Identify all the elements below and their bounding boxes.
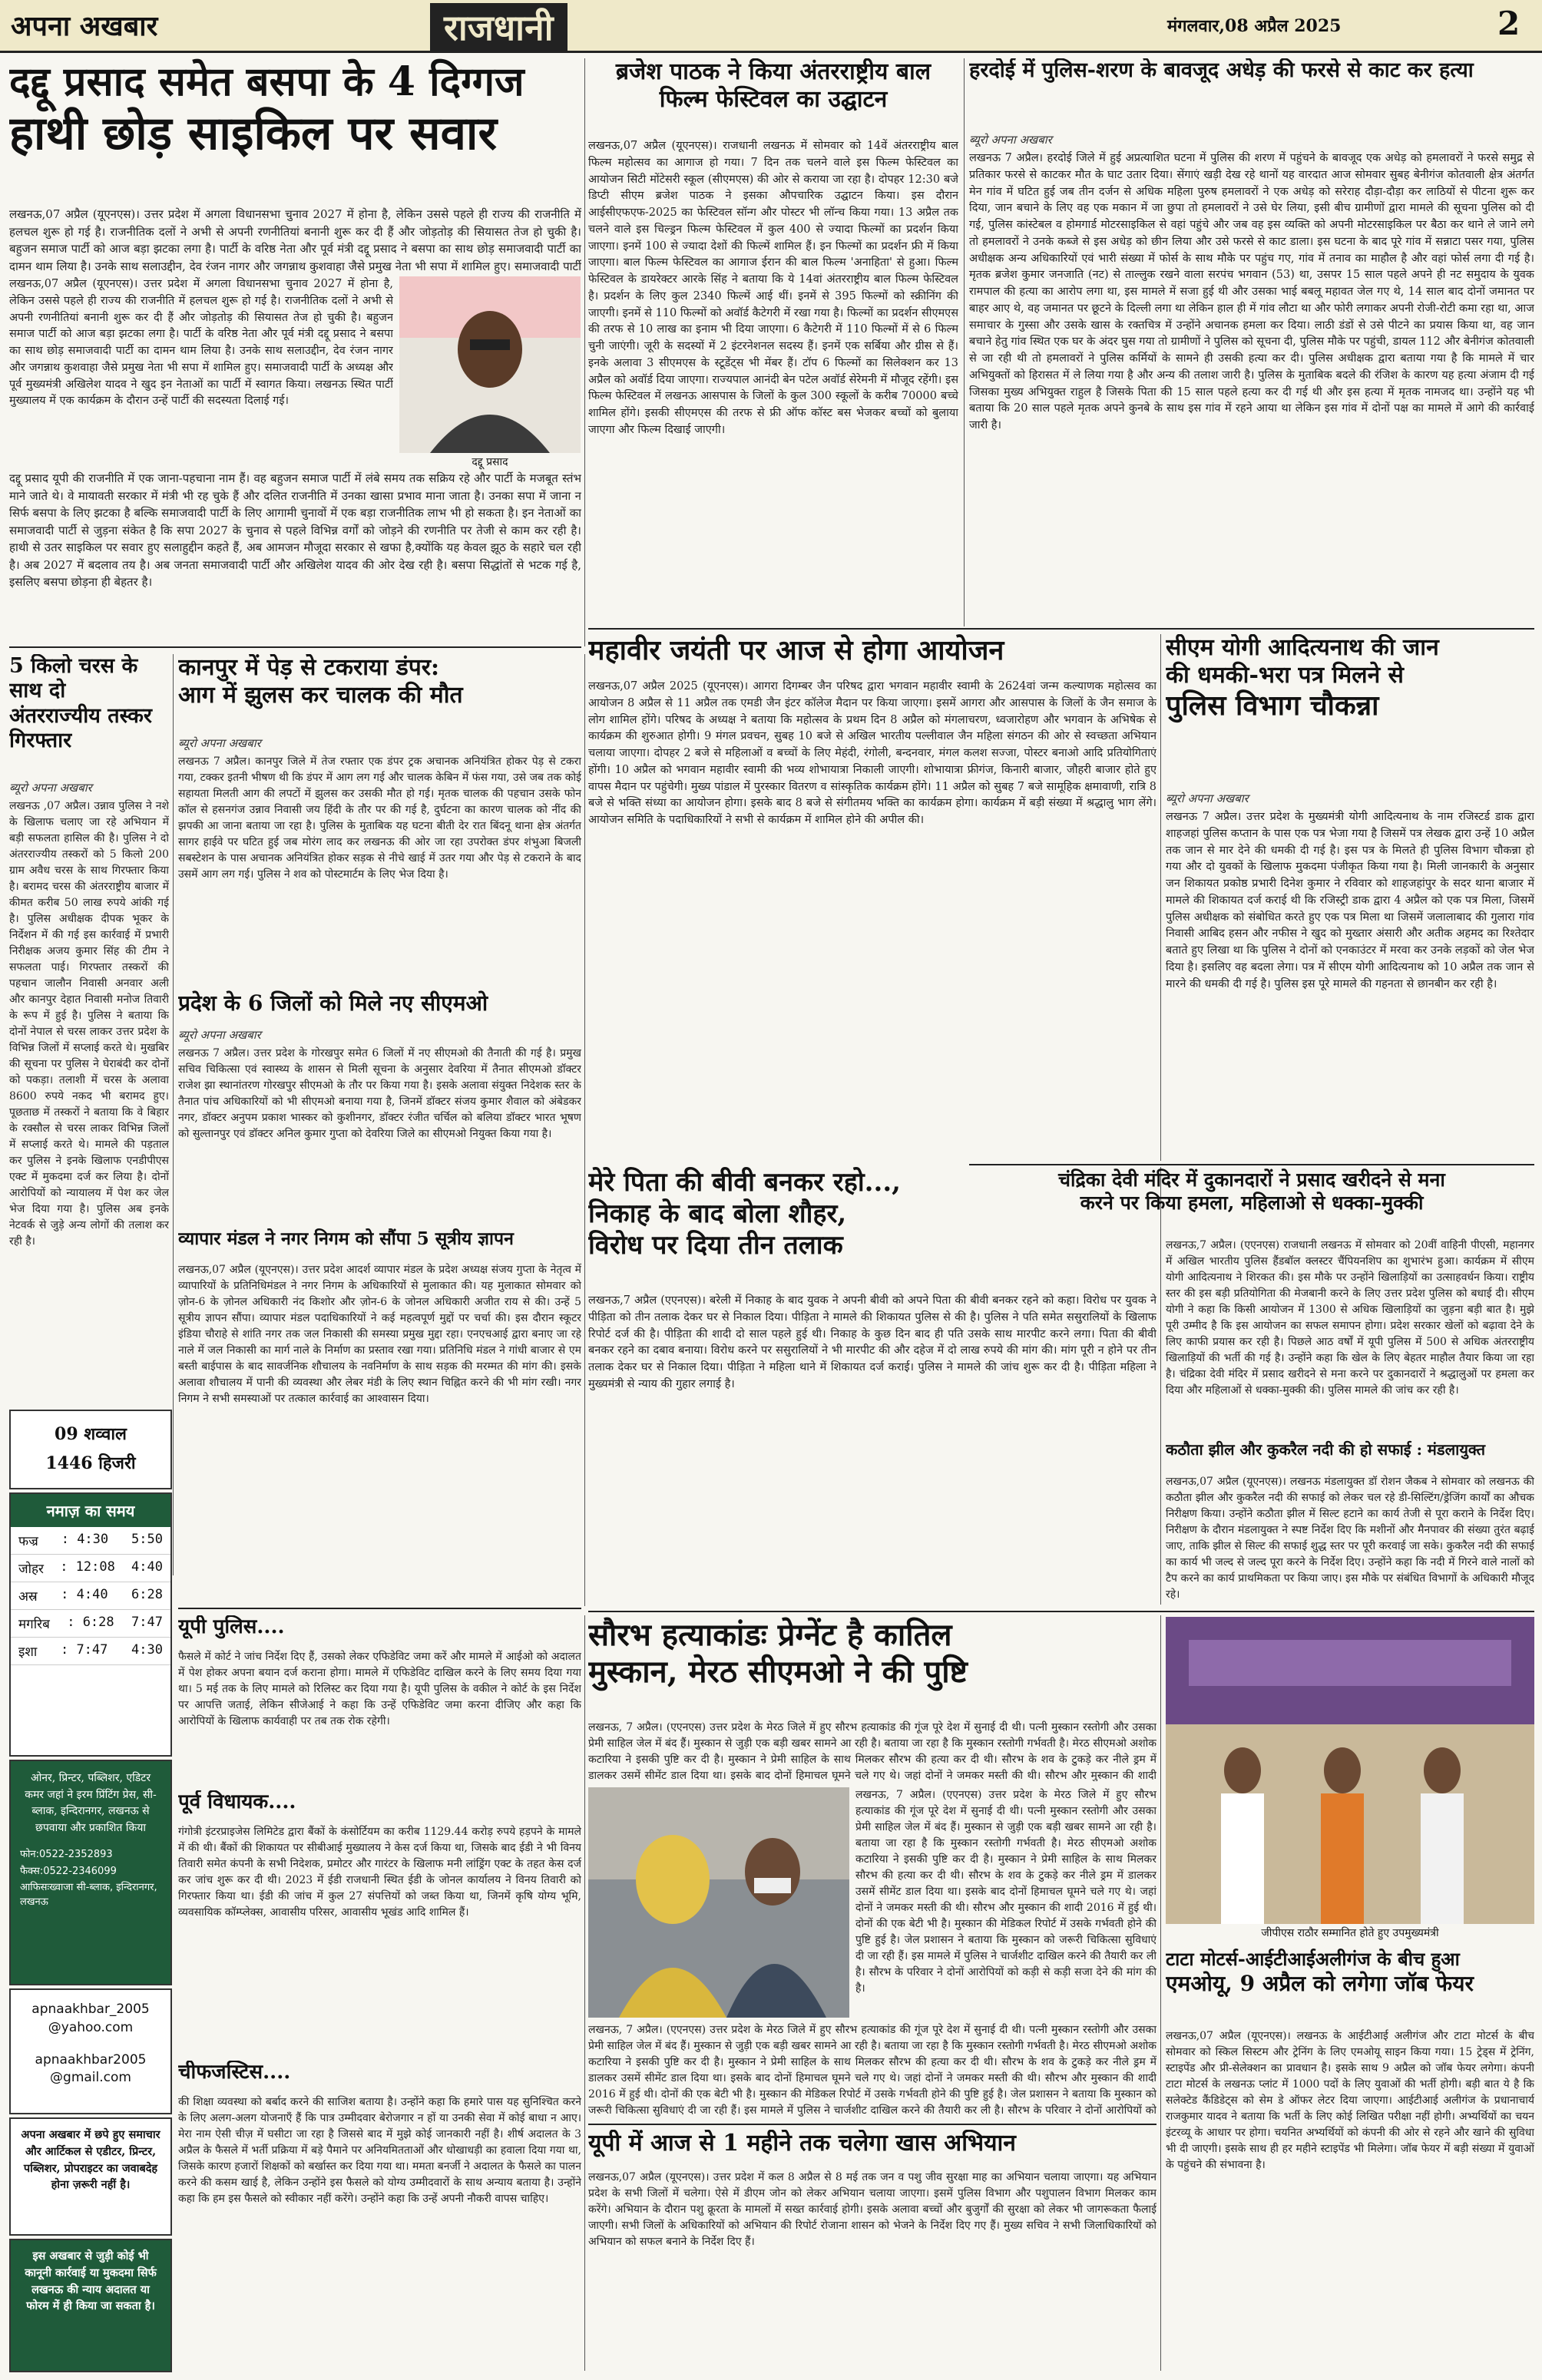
article-cmo-headline (178, 990, 581, 1024)
jurisdiction-text: इस अखबार से जुड़ी कोई भी कानूनी कार्रवाई या मुकदमा सिर्फ लखनऊ की न्याय अदालत या फोरम में ही किया जा सकता है। (25, 2249, 157, 2313)
article-campaign-body (588, 2170, 1156, 2371)
article-tata-body (1166, 2028, 1534, 2371)
article-body: लखनऊ,07 अप्रैल (यूएनएस)। लखनऊ के आईटीआई अलीगंज और टाटा मोटर्स के बीच सोमवार को स्किल सिस्टम और ट्रेनिंग के लिए एमओयू साइन किया गया। 15 ट्रेड्स में ट्रेनिंग, स्टाइपेंड और प्री-सेलेक्शन का प्रावधान है। इसके साथ 9 अप्रैल को जॉब फेयर लगेगा। कंपनी टाटा मोटर्स के लखनऊ प्लांट में 1000 पदों के लिए युवाओं की भर्ती होगी। बड़ी बात ये है कि सलेक्टेड कैंडिडेट्स को सेम डे ऑफर लेटर दिया जाएगा। आईटीआई अलीगंज के प्रधानाचार्य राजकुमार यादव ने बताया कि भर्ती के लिए कोई लिखित परीक्षा नहीं होगी। अभ्यर्थियों का चयन इंटरव्यू के आधार पर होगा। चयनित अभ्यर्थियों को कंपनी की ओर से रहने और खाने की सुविधा भी दी जाएगी। इसके साथ ही हर महीने स्टाइपेंड भी मिलेगा। जॉब फेयर में बड़ी संख्या में युवाओं के पहुंचने की संभावना है। (1166, 2030, 1534, 2171)
hijri-date: 09 शव्वाल (55, 1424, 127, 1444)
prayer-start: : 4:30 (61, 1532, 109, 1547)
news-photo-illustration (588, 1787, 849, 2018)
article-former-mla-body (178, 1824, 581, 2054)
divider (584, 58, 585, 646)
headline: एमओयू, 9 अप्रैल को लगेगा जॉब फेयर (1166, 1970, 1474, 1996)
mou-event-photo (1166, 1617, 1534, 1924)
headline: महावीर जयंती पर आज से होगा आयोजन (588, 634, 1004, 666)
headline: चीफजस्टिस.... (178, 2061, 291, 2084)
prayer-name: इशा (18, 1645, 38, 1660)
hijri-year: 1446 हिजरी (45, 1453, 136, 1473)
article-saurabh-body-2 (588, 2022, 1156, 2119)
email-box (9, 1988, 172, 2114)
article-body: लखनऊ,07 अप्रैल (यूएनएस)। उत्तर प्रदेश में कल 8 अप्रैल से 8 मई तक जन व पशु जीव सुरक्षा माह का अभियान चलाया जाएगा। यह अभियान प्रदेश के सभी जिलों में चलेगा। ऐसे में डीएम जोन को लेकर अभियान चलाया जाएगा। इसमें पुलिस विभाग और पशुपालन विभाग मिलकर काम करेंगे। अभियान के दौरान पशु क्रूरता के मामलों में सख्त कार्रवाई होगी। इसके अलावा बच्चों और बुजुर्गों की सुरक्षा को लेकर भी जागरूकता फैलाई जाएगी। सभी जिलों के अधिकारियों को अभियान की रिपोर्ट रोजाना शासन को भेजने के निर्देश दिए गए हैं। मुख्य सचिव ने सभी जिलाधिकारियों को अभियान को सफल बनाने के निर्देश दिए हैं। (588, 2171, 1156, 2248)
date-line: मंगलवार,08 अप्रैल 2025 (1167, 16, 1342, 36)
divider (173, 654, 174, 1575)
article-kathauta-headline (1166, 1440, 1534, 1471)
divider (588, 628, 1534, 630)
prayer-name: जोहर (18, 1562, 44, 1577)
article-body: लखनऊ 7 अप्रैल। कानपुर जिले में तेज रफ्तार एक डंपर ट्रक अचानक अनियंत्रित होकर पेड़ से टकरा गया, टक्कर इतनी भीषण थी कि डंपर में आग लग गई और चालक केबिन में फंस गया, उसे जब तक कोई सहायता मिलती आग की लपटों में झुलस कर उसकी मौत हो गई। मृतक चालक की पहचान उसके फोन कॉल से हसनगंज उन्नाव निवासी जय हिंदी के तौर पर की गई है, दुर्घटना का कारण चालक को नींद की झपकी आ जाना बताया जा रहा है। पुलिस के मुताबिक यह घटना बीती देर रात बिंदनू थाना क्षेत्र अंतर्गत सागर हाईवे पर घटित हुई जब मोरंग लाद कर लखनऊ की ओर जा रहा उपरोक्त डंपर शंभुआ बिजली सबस्टेशन के पास अचानक अनियंत्रित होकर सड़क से नीचे खाई में उतर गया और पेड़ से टकराने के बाद उसमें आग लग गई। पुलिस ने शव को पोस्टमार्टम के लिए भेज दिया है। (178, 755, 581, 881)
article-body: लखनऊ,07 अप्रैल (यूएनएस)। उत्तर प्रदेश आदर्श व्यापार मंडल के प्रदेश अध्यक्ष संजय गुप्ता के नेतृत्व में व्यापारियों के प्रतिनिधिमंडल ने नगर निगम के अधिकारियों से मुलाकात की। यह मुलाकात सोमवार को ज़ोन-6 के ज़ोनल अधिकारी नंद किशोर और ज़ोन-6 के जोनल अधिकारी अजीत राय से की। उन्हें 5 सूत्रीय ज्ञापन सौंपा। व्यापार मंडल पदाधिकारियों ने कई महत्वपूर्ण मुद्दों पर चर्चा की। इस दौरान स्कूटर इंडिया चौराहे से शांति नगर तक जल निकासी की समस्या प्रमुख मुद्दा रहा। एनएचआई द्वारा बनाए जा रहे नाले में जल निकासी का मार्ग नाले के निर्माण का प्रस्ताव रखा गया। प्रतिनिधि मंडल ने गांधी बाजार से एम बस्ती बाईपास के बाद सावर्जनिक शौचालय के नवनिर्माण के साथ सड़क की मरम्मत की मांग की। इसके अलावा शौचालय में पानी की व्यवस्था और लेबर मंडी के लिए स्थान चिह्नित करने की भी मांग रखी। नगर निगम ने सभी समस्याओं पर तत्काल कार्रवाई का आश्वासन दिया। (178, 1264, 581, 1405)
article-saurabh-lead (588, 1720, 1156, 1781)
article-body: लखनऊ,07 अप्रैल (यूएनएस)। लखनऊ मंडलायुक्त डॉ रोशन जैकब ने सोमवार को लखनऊ की कठौता झील और कुकरैल नदी की सफाई को लेकर चल रहे डी-सिल्टिंग/ड्रेजिंग कार्यों का औचक निरीक्षण किया। उन्होंने कठौता झील में सिल्ट हटाने का कार्य तेजी से पूरा कराने के निर्देश दिए। निरीक्षण के दौरान मंडलायुक्त ने स्पष्ट निर्देश दिए कि मशीनों और मैनपावर की संख्या तुरंत बढ़ाई जाए, ताकि झील से सिल्ट की सफाई शुद्ध स्तर पर पूरी करवाई जा सके। कुकरैल नदी की सफाई का कार्य भी जल्द से जल्द पूरा करने के निर्देश दिए। उन्होंने कहा कि नदी में गिरने वाले नालों को टैप करने का कार्य प्राथमिकता पर किया जाए। इस मौके पर संबंधित विभागों के अधिकारी मौजूद रहे। (1166, 1476, 1534, 1601)
article-bsp-headline (9, 58, 581, 204)
divider (588, 2124, 1156, 2125)
article-chandrika-headline (969, 1169, 1534, 1236)
prayer-list (11, 1527, 170, 1665)
page-number: 2 (1497, 5, 1520, 42)
article-body: लखनऊ, 7 अप्रैल। (एएनएस) उत्तर प्रदेश के मेरठ जिले में हुए सौरभ हत्याकांड की गूंज पूरे देश में सुनाई दी थी। पत्नी मुस्कान रस्तोगी और उसका प्रेमी साहिल जेल में बंद हैं। मुस्कान से जुड़ी एक बड़ी खबर सामने आ रही है। बताया जा रहा है कि मुस्कान रस्तोगी गर्भवती है। मेरठ सीएमओ अशोक कटारिया ने इसकी पुष्टि कर दी है। मुस्कान ने प्रेमी साहिल के साथ मिलकर सौरभ की हत्या कर दी थी। सौरभ के शव के टुकड़े कर नीले ड्रम में डालकर उसमें सीमेंट डाल दिया था। इसके बाद दोनों हिमाचल घूमने चले गए थे। जहां दोनों ने जमकर मस्ती की थी। सौरभ और मुस्कान की शादी 2016 में हुई थी। दोनों की एक बेटी भी है। मुस्कान की मेडिकल रिपोर्ट में उसके गर्भवती होने की पुष्टि हुई है। जेल प्रशासन ने बताया कि मुस्कान को जरूरी चिकित्सा सुविधाएं दी जा रही हैं। इस मामले में पुलिस ने चार्जशीट दाखिल करने की तैयारी कर ली है। सौरभ के परिवार ने दोनों आरोपियों को (588, 2024, 1156, 2117)
article-body: लखनऊ,7 अप्रैल (एएनएस)। बरेली में निकाह के बाद युवक ने अपनी बीवी को अपने पिता की बीवी बनकर रहने को कहा। विरोध पर युवक ने पीड़िता को तीन तलाक देकर घर से निकाल दिया। पीड़िता ने मामले की शिकायत पुलिस से की है। पुलिस ने पति समेत ससुरालियों के खिलाफ रिपोर्ट दर्ज की है। पीड़िता की शादी दो साल पहले हुई थी। निकाह के कुछ दिन बाद ही पति उसके साथ मारपीट करने लगा। पिता की बीवी बनकर रहने का दबाव बनाया। विरोध करने पर ससुरालियों ने भी मारपीट की और दहेज में दो लाख रुपये की मांग की। मांग पूरी न होने पर तीन तलाक देकर घर से निकाल दिया। पीड़िता ने महिला थाने में शिकायत दर्ज कराई। पुलिस ने मामले की जांच शुरू कर दी है। पीड़िता महिला ने मुख्यमंत्री से न्याय की गुहार लगाई है। (588, 1294, 1156, 1390)
article-body: दद्दू प्रसाद यूपी की राजनीति में एक जाना-पहचाना नाम हैं। वह बहुजन समाज पार्टी में लंबे समय तक सक्रिय रहे और पार्टी के मजबूत स्तंभ माने जाते थे। वे मायावती सरकार में मंत्री भी रह चुके हैं और दलित राजनीति में उनका खासा प्रभाव माना जाता है। उनका सपा में जाना न सिर्फ बसपा के लिए झटका है बल्कि समाजवादी पार्टी के लिए आगामी चुनावों में एक बड़ा राजनीतिक लाभ भी हो सकता है। इन नेताओं का समाजवादी पार्टी से जुड़ना संकेत है कि सपा 2027 के चुनाव से पहले विभिन्न वर्गों को जोड़ने की रणनीति पर तेजी से काम कर रही है। हाथी से उतर साइकिल पर सवार हुए सलाहुद्दीन कहते हैं, अब आमजन मौजूदा सरकार से खफा है,क्योंकि यह केवल झूठ के सहारे चल रही है। अब 2027 में बदलाव तय है। अब जनता समाजवादी पार्टी और अखिलेश यादव की ओर देख रही है। बसपा सिद्धांतों से भटक गई है, इसलिए बसपा छोड़ना ही बेहतर है। (9, 471, 581, 589)
divider (9, 646, 581, 648)
headline: कठौता झील और कुकरैल नदी की हो सफाई : मंडलायुक्त (1166, 1440, 1486, 1459)
imprint-box (9, 1760, 172, 1985)
event-photo-illustration (1166, 1617, 1534, 1924)
byline: ब्यूरो अपना अखबार (969, 133, 1052, 147)
article-yogi-threat-headline (1166, 634, 1534, 788)
prayer-start: : 12:08 (60, 1559, 115, 1575)
article-body: गंगोत्री इंटरप्राइजेस लिमिटेड द्वारा बैंकों के कंसोर्टियम का करीब 1129.44 करोड़ रुपये हड़पने के मामले में की थी। बैंकों की शिकायत पर सीबीआई मुख्यालय ने केस दर्ज किया था, जिसके बाद ईडी ने भी विनय तिवारी समेत कंपनी के सभी निदेशक, प्रमोटर और गारंटर के खिलाफ मनी लांड्रिंग एक्ट के तहत केस दर्ज कर जांच शुरू कर दी थी। 2023 में ईडी राजधानी स्थित ईडी के जोनल कार्यालय ने विनय तिवारी को गिरफ्तार किया था। ईडी की जांच में कुल 27 संपत्तियों को जब्त किया था, जिनमें कृषि योग्य भूमि, व्यवसायिक कॉम्प्लेक्स, आवासीय परिसर, आवासीय भूखंड आदि शामिल हैं। (178, 1826, 581, 1919)
article-bsp-intro-lead (9, 206, 581, 275)
divider (1160, 634, 1161, 1161)
divider (584, 654, 585, 1606)
headline: सीएम योगी आदित्यनाथ की जान (1166, 634, 1439, 661)
divider (588, 1611, 1534, 1612)
prayer-name: मगरिब (18, 1617, 50, 1632)
namaz-timing-box (9, 1492, 172, 1757)
fax: फैक्स:0522-2346099 (20, 1865, 117, 1877)
headline: सौरभ हत्याकांडः प्रेग्नेंट है कातिल (588, 1617, 952, 1653)
article-kathauta-body (1166, 1474, 1534, 1609)
prayer-end: 5:50 (131, 1532, 163, 1547)
phone: फोन:0522-2352893 (20, 1848, 113, 1860)
article-talaq-body (588, 1293, 1156, 1598)
notice-box-2 (9, 2239, 172, 2372)
byline: ब्यूरो अपना अखबार (9, 781, 92, 795)
headline: टाटा मोटर्स-आईटीआईअलीगंज के बीच हुआ (1166, 1949, 1460, 1970)
article-vyapar-headline (178, 1228, 581, 1259)
headline: करने पर किया हमला, महिलाओ से धक्का-मुक्की (1080, 1192, 1424, 1214)
headline: हाथी छोड़ साइकिल पर सवार (9, 107, 498, 161)
photo-caption: दद्दू प्रसाद (472, 456, 508, 468)
article-body: लखनऊ,07 अप्रैल 2025 (यूएनएस)। आगरा दिगम्बर जैन परिषद द्वारा भगवान महावीर स्वामी के 2624वां जन्म कल्याणक महोत्सव का आयोजन 8 अप्रैल से 11 अप्रैल तक एमडी जैन इंटर कॉलेज मैदान पर किया जाएगा। इसमें आगरा और आसपास के जिलों के जैन समाज के लोग शामिल होंगे। परिषद के अध्यक्ष ने बताया कि महोत्सव के प्रथम दिन 8 अप्रैल को मंगलाचरण, ध्वजारोहण और भगवान के अभिषेक से कार्यक्रम की शुरुआत होगी। 9 मंगल प्रवचन, सुबह 10 बजे से अखिल भारतीय पल्लीवाल जैन महिला संगठन की ओर से स्वच्छता अभियान चलाया जाएगा। दोपहर 2 बजे से महिलाओं व बच्चों के लिए मेहंदी, रंगोली, बन्दनवार, मंगल कलश सज्जा, पोस्टर बनाओ आदि प्रतियोगिताएं होंगी। 10 अप्रैल को भगवान महावीर स्वामी की भव्य शोभायात्रा निकाली जाएगी। शोभायात्रा फ्रीगंज, किनारी बाजार, जौहरी बाजार होते हुए वापस मैदान पर पहुंचेगी। मुख्य पांडाल में पुरस्कार वितरण व सांस्कृतिक कार्यक्रम होंगे। 11 अप्रैल को सुबह 7 बजे सामूहिक क्षमावाणी, रात्रि 8 बजे से भक्ति संध्या का आयोजन होगा। इसके बाद 8 बजे से संगीतमय भक्ति का कार्यक्रम होगा। कार्यक्रम में बड़ी संख्या में श्रद्धालु भाग लेंगे। आयोजन समिति के पदाधिकारियों ने सभी से कार्यक्रम में शामिल होने की अपील की। (588, 680, 1156, 826)
article-body: लखनऊ 7 अप्रैल। उत्तर प्रदेश के गोरखपुर समेत 6 जिलों में नए सीएमओ की तैनाती की गई है। प्रमुख सचिव चिकित्सा एवं स्वास्थ्य के शासन से मिली सूचना के अनुसार देवरिया में तैनात सीएमओ डॉक्टर राजेश झा स्थानांतरण गोरखपुर सीएमओ के तौर पर किया गया है। इसके अलावा संयुक्त निदेशक स्तर के तैनात पांच अधिकारियों को भी सीएमओ बनाया गया है, जिनमें डॉक्टर संजय कुमार शैवाल को अंबेडकर नगर, डॉक्टर अनुपम प्रकाश भास्कर को कुशीनगर, डॉक्टर रंजीत चर्चिल को बलिया डॉक्टर भारत भूषण को सुल्तानपुर एवं डॉक्टर अनिल कुमार गुप्ता को देवरिया जिले का सीएमओ नियुक्त किया गया है। (178, 1047, 581, 1140)
headline: ब्रजेश पाठक ने किया अंतरराष्ट्रीय बाल फिल्म फेस्टिवल का उद्घाटन (615, 58, 931, 113)
article-kanpur-body (178, 754, 581, 984)
article-hardoi-headline (969, 58, 1534, 127)
prayer-end: 4:40 (131, 1559, 163, 1575)
notice-box-1 (9, 2117, 172, 2236)
article-body: लखनऊ, 7 अप्रैल। (एएनएस) उत्तर प्रदेश के मेरठ जिले में हुए सौरभ हत्याकांड की गूंज पूरे देश में सुनाई दी थी। पत्नी मुस्कान रस्तोगी और उसका प्रेमी साहिल जेल में बंद हैं। मुस्कान से जुड़ी एक बड़ी खबर सामने आ रही है। बताया जा रहा है कि मुस्कान रस्तोगी गर्भवती है। मेरठ सीएमओ अशोक कटारिया ने इसकी पुष्टि कर दी है। मुस्कान ने प्रेमी साहिल के साथ मिलकर सौरभ की हत्या कर दी थी। सौरभ के शव के टुकड़े कर नीले ड्रम में डालकर उसमें सीमेंट डाल दिया था। इसके बाद दोनों हिमाचल घूमने चले गए थे। जहां दोनों ने जमकर मस्ती की थी। सौरभ और मुस्कान की शादी 2016 में हुई थी। दोनों की एक बेटी भी है। मुस्कान की मेडिकल रिपोर्ट में उसके गर्भवती होने की पुष्टि हुई है। जेल प्रशासन ने बताया कि मुस्कान को जरूरी चिकित्सा सुविधाएं दी जा रही हैं। इस मामले में पुलिस ने चार्जशीट दाखिल करने की तैयारी कर ली है। सौरभ के परिवार ने दोनों आरोपियों को कड़ी से कड़ी सजा देने की मांग की है। (855, 1789, 1156, 1995)
byline: ब्यूरो अपना अखबार (178, 1028, 261, 1042)
article-kanpur-headline (178, 654, 581, 731)
article-body: लखनऊ,07 अप्रैल (यूएनएस)। उत्तर प्रदेश में अगला विधानसभा चुनाव 2027 में होना है, लेकिन उससे पहले ही राज्य की राजनीति में हलचल शुरू हो गई है। राजनीतिक दलों ने अभी से अपनी रणनीतियां बनानी शुरू कर दी हैं और जोड़तोड़ की सियासत तेज हो चुकी है। बहुजन समाज पार्टी को आज बड़ा झटका लगा है। पार्टी के वरिष्ठ नेता और पूर्व मंत्री दद्दू प्रसाद ने बसपा का साथ छोड़ समाजवादी पार्टी का दामन थाम लिया है। उनके साथ सलाउद्दीन, देव रंजन नागर और जगन्नाथ कुशवाहा जैसे प्रमुख नेता भी सपा में शामिल हुए। समाजवादी पार्टी (9, 207, 581, 273)
article-bsp-body-left (9, 276, 393, 464)
article-charas-headline (9, 654, 169, 777)
prayer-start: : 4:40 (61, 1587, 108, 1602)
headline: मुस्कान, मेरठ सीएमओ ने की पुष्टि (588, 1654, 968, 1690)
headline: मेरे पिता की बीवी बनकर रहो..., (588, 1167, 901, 1198)
article-charas-body (9, 798, 169, 1405)
article-up-police-body (178, 1649, 581, 1786)
prayer-end: 7:47 (131, 1615, 163, 1630)
divider (1160, 1615, 1161, 2371)
prayer-row (11, 1555, 170, 1582)
article-body: लखनऊ,7 अप्रैल। (एएनएस) राजधानी लखनऊ में सोमवार को 20वीं वाहिनी पीएसी, महानगर में अखिल भारतीय पुलिस हैंडबॉल क्लस्टर चैंपियनशिप का शुभारंभ हुआ। कार्यक्रम में सीएम योगी आदित्यनाथ ने शिरकत की। इस मौके पर उन्होंने खिलाड़ियों का उत्साहवर्धन किया। राष्ट्रीय स्तर की इस बड़ी प्रतियोगिता की मेजबानी करने के लिए उत्तर प्रदेश पुलिस को बधाई दी। सीएम योगी ने कहा कि किसी आयोजन में 1300 से अधिक खिलाड़ियों का जुड़ना बड़ी बात है। मुझे पूरी उम्मीद है कि इस आयोजन का सफल समापन होगा। प्रदेश सरकार खेलों को बढ़ावा देने के लिए काफी प्रयास कर रही है। पिछले आठ वर्षों में यूपी पुलिस में 500 से अधिक अंतरराष्ट्रीय खिलाड़ियों की भर्ती की गई है। उन्होंने कहा कि खेल के लिए बेहतर माहौल तैयार किया जा रहा है। चंद्रिका देवी मंदिर में प्रसाद खरीदने से मना करने पर दुकानदारों ने श्रद्धालुओं पर हमला कर दिया और महिलाओं से धक्का-मुक्की की। पुलिस मामले की जांच कर रही है। (1166, 1239, 1534, 1397)
email-gmail[interactable]: apnaakhbar2005 @gmail.com (35, 2051, 147, 2086)
article-yogi-threat-body (1166, 809, 1534, 1159)
article-bsp-body (9, 470, 581, 643)
byline: ब्यूरो अपना अखबार (1166, 792, 1249, 805)
section-title: राजधानी (430, 3, 567, 51)
portrait-illustration (399, 276, 581, 453)
article-saurabh-body (855, 1787, 1156, 2018)
headline: अंतरराज्यीय तस्कर गिरफ्तार (9, 703, 152, 753)
article-body: लखनऊ, 7 अप्रैल। (एएनएस) उत्तर प्रदेश के मेरठ जिले में हुए सौरभ हत्याकांड की गूंज पूरे देश में सुनाई दी थी। पत्नी मुस्कान रस्तोगी और उसका प्रेमी साहिल जेल में बंद हैं। मुस्कान से जुड़ी एक बड़ी खबर सामने आ रही है। बताया जा रहा है कि मुस्कान रस्तोगी गर्भवती है। मेरठ सीएमओ अशोक कटारिया ने इसकी पुष्टि कर दी है। मुस्कान ने प्रेमी साहिल के साथ मिलकर सौरभ की हत्या कर दी थी। सौरभ के शव के टुकड़े कर नीले ड्रम में डालकर उसमें सीमेंट डाल दिया था। इसके बाद दोनों हिमाचल घूमने चले गए थे। जहां दोनों ने जमकर मस्ती की थी। सौरभ और मुस्कान की शादी (588, 1721, 1156, 1781)
article-body: लखनऊ 7 अप्रैल। हरदोई जिले में हुई अप्रत्याशित घटना में पुलिस की शरण में पहुंचने के बावजूद एक अधेड़ को हमलावरों ने फरसे समुद्र से प्रतिकार फरसे से काटकर मौत के घाट उतार दिया। सेंगाएं खड़ी देख रहे थानों यह वारदात आज सोमवार सुबह बेनीगंज कोतवाली क्षेत्र अंतर्गत मेन गांव में घटित हुई जब तीन दर्जन से अधिक महिला पुरुष हमलावरों ने एक अधेड़ को सरेराह दौड़ा-दौड़ा कर लाठियों से पीटना शुरू कर दिया, जान बचाने के लिए वह एक मकान में जा छुपा तो हमलावरों ने उसे घेर लिया, इसी बीच ग्रामीणों द्वारा मामले की सूचना पुलिस को दी गई, पुलिस कांस्टेबल व होमगार्ड मोटरसाइकिल से वहां पहुंचे और जब वह इस व्यक्ति को अपनी मोटरसाइकिल पर बैठा कर थाने ले जाने लगे तो हमलावरों ने उनके कब्जे से इस अधेड़ को छीन लिया और उसे फरसे से काट डाला। इस घटना के बाद पूरे गांव में सन्नाटा पसर गया, पुलिस अधीक्षक अन्य अधिकारियों एवं भारी संख्या में फोर्स के साथ मौके पर पहुंच गए, गांव में तनाव का माहौल है और वहां फोर्स लगा दी गई है। मृतक ब्रजेश कुमार जनजाति (नट) से ताल्लुक रखने वाला सरपंच भगवान (53) था, उसपर 15 साल पहले अपने ही नट समुदाय के युवक रामपाल की हत्या का आरोप लगा था, इस मामले में सजा हुई थी और उसका भाई बबलू महावत जेल गए थे, 14 साल बाद दोनों जमानत पर बाहर आए थे, वह जमानत पर छूटने के दिल्ली लगा था लेकिन हाल ही में गांव लौटा था और फोरी लगाकर अपनी रोजी-रोटी कमा रहा था, आज समाचार के गुस्सा और उसके खास के रक्तचित्र में उन्होंने अचानक हमला कर दिया। लाठी डंडों से उसे पीटने का प्रयास किया था, वह जान बचाने हेतु गांव स्थित एक घर के अंदर घुस गया तो ग्रामीणों ने पुलिस को सूचना दी, पुलिस मौके पर पहुंची, डायल 112 और बेनीगंज कोतवाली से जा रही थी तो हमलावरों ने पुलिस कर्मियों के सामने ही उसकी हत्या कर दी। पुलिस अधीक्षक द्वारा बताया गया है कि मामले में चार अभियुक्तों को हिरासत में ले लिया गया है और अन्य की तलाश जारी है। पुलिस के मुताबिक बदले की रंजिश के कारण यह हत्या अंजाम दी गई जिसका मुख्य अभियुक्त राहुल है जिसके पिता की 15 साल पहले हत्या कर दी गई थी और इस हत्या में मृतक नामजद था। उन्होंने यह भी बताया कि 20 साल पहले मृतक अपने कुनबे के साथ इस गांव में रहने आया था लेकिन इस गांव में दोनों पक्ष का मामले में आगे की कार्रवाई जारी है। (969, 152, 1534, 431)
headline: हरदोई में पुलिस-शरण के बावजूद अधेड़ की फरसे से काट कर हत्या (969, 58, 1474, 82)
article-body: लखनऊ,07 अप्रैल (यूएनएस)। राजधानी लखनऊ में सोमवार को 14वें अंतरराष्ट्रीय बाल फिल्म महोत्सव का आगाज हो गया। 7 दिन तक चलने वाले इस फिल्म फेस्टिवल का आयोजन सिटी मोंटेसरी स्कूल (सीएमएस) की ओर से कराया जा रहा है। दोपहर 12:30 बजे डिप्टी सीएम ब्रजेश पाठक ने इसका औपचारिक उद्घाटन किया। इस दौरान आईसीएफएफ-2025 का फेस्टिवल सॉन्ग और पोस्टर भी लॉन्च किया गया। 13 अप्रैल तक चलने वाले इस चिल्ड्रन फिल्म फेस्टिवल में कुल 400 से ज्यादा फिल्मों का प्रदर्शन किया जाएगा। इनमें 100 से ज्यादा देशों की फिल्में शामिल हैं। इन फिल्मों का प्रदर्शन फ्री में किया जाएगा। बाल फिल्म फेस्टिवल का आगाज ईरान की बाल फिल्म 'अनाहिता' से हुआ। फिल्म फेस्टिवल के डायरेक्टर आरके सिंह ने बताया कि ये 14वां अंतरराष्ट्रीय बाल फिल्म फेस्टिवल है। प्रदर्शन के लिए कुल 2340 फिल्में आई थीं। इनमें से 395 फिल्मों को स्क्रीनिंग की जाएगी। इनमें से 110 फिल्मों को अवॉर्ड कैटेगरी में रखा गया है। फिल्मों का प्रदर्शन सीएमएस की तरफ से 10 लाख का इनाम भी दिया जाएगा। 6 कैटेगरी में 110 फिल्मों में से 6 फिल्म चुनी जाएंगी। जूरी के सदस्यों में 2 इंटरनेशनल सदस्य हैं। इनमें एक सर्बिया और ग्रीस से हैं। इनके अलावा 3 सीएमएस के स्टूडेंट्स भी मेंबर हैं। टॉप 6 फिल्मों का सिलेक्शन कर 13 अप्रैल को अवॉर्ड दिया जाएगा। राज्यपाल आनंदी बेन पटेल अवॉर्ड सेरेमनी में मौजूद रहेंगी। इस फिल्म फेस्टिवल में लखनऊ आसपास के जिलों के कुल 300 स्कूलों के करीब 70000 बच्चे शामिल होंगे। इसकी सीएमएस की तरफ से फ्री ऑफ कॉस्ट बस भेजकर बच्चों को बुलाया जाएगा और फिल्म दिखाई जाएगी। (588, 140, 958, 436)
hijri-date-box (9, 1410, 172, 1489)
prayer-row (11, 1610, 170, 1638)
namaz-title: नमाज़ का समय (11, 1494, 170, 1527)
office-address: आफिसःख्वाजा सी-ब्लाक, इन्दिरानगर, लखनऊ (20, 1881, 157, 1909)
article-saurabh-headline (588, 1617, 1156, 1715)
divider (964, 58, 965, 626)
brand-left: अपना अखबार (11, 10, 158, 42)
email-yahoo[interactable]: apnaakhbar_2005 @yahoo.com (31, 2002, 150, 2035)
headline: आग में झुलस कर चालक की मौत (178, 682, 463, 709)
headline: प्रदेश के 6 जिलों को मिले नए सीएमओ (178, 990, 488, 1016)
divider (178, 1608, 581, 1609)
article-mahavir-headline (588, 634, 1156, 674)
article-body: की शिक्षा व्यवस्था को बर्बाद करने की साजिश बताया है। उन्होंने कहा कि हमारे पास यह सुनिश्चित करने के लिए अलग-अलग योजनाएँ हैं कि पात्र उम्मीदवार बेरोजगार न हों या उनकी सेवा में कोई बाधा न आए। मेरा नाम ऐसी चीज़ में घसीटा जा रहा है जिससे बाद में मुझे कोई जानकारी नहीं है। शीर्ष अदालत के 3 अप्रैल के फैसले में भर्ती प्रक्रिया में बड़े पैमाने पर अनियमितताओं और धोखाधड़ी का हवाला दिया गया था, जिसके कारण हजारों शिक्षकों को बर्खास्त कर दिया गया था। ममता बनर्जी ने अदालत के फैसले का पालन करने की कसम खाई है, लेकिन उन्होंने इस फैसले को योग्य उम्मीदवारों के साथ अन्याय बताया है। उन्होंने कहा कि हम इस फैसले को स्वीकार नहीं करेंगे। उन्होंने कहा कि उन्हें अपनी नौकरी वापस चाहिए। (178, 2096, 581, 2205)
divider (969, 1164, 1534, 1165)
article-cmo-body (178, 1046, 581, 1224)
byline: ब्यूरो अपना अखबार (178, 736, 261, 750)
headline: पुलिस विभाग चौकन्ना (1166, 689, 1379, 722)
prayer-row (11, 1582, 170, 1610)
article-former-mla-headline (178, 1790, 581, 1821)
headline: कानपुर में पेड़ से टकराया डंपर: (178, 654, 440, 681)
prayer-row (11, 1638, 170, 1665)
article-chandrika-body (1166, 1238, 1534, 1437)
prayer-end: 4:30 (131, 1642, 163, 1658)
prayer-end: 6:28 (131, 1587, 163, 1602)
article-chief-justice-headline (178, 2061, 581, 2091)
article-vyapar-body (178, 1262, 581, 1605)
headline: व्यापार मंडल ने नगर निगम को सौंपा 5 सूत्रीय ज्ञापन (178, 1228, 514, 1249)
headline: पूर्व विधायक.... (178, 1790, 296, 1813)
headline: दद्दू प्रसाद समेत बसपा के 4 दिग्गज (9, 58, 524, 105)
article-hardoi-body (969, 150, 1534, 619)
prayer-start: : 7:47 (60, 1642, 108, 1658)
article-chief-justice-body (178, 2094, 581, 2371)
article-body: लखनऊ 7 अप्रैल। उत्तर प्रदेश के मुख्यमंत्री योगी आदित्यनाथ के नाम रजिस्टर्ड डाक द्वारा शाहजहां पुलिस कप्तान के पास एक पत्र भेजा गया है जिसमें पत्र लेखक द्वारा उन्हें 10 अप्रैल तक जान से मार देने की धमकी दी गई है। इस पत्र के मिलते ही पुलिस विभाग चौकन्ना हो गया और दो युवकों के खिलाफ मुकदमा पंजीकृत किया गया है। मिली जानकारी के अनुसार जन शिकायत प्रकोष्ठ प्रभारी दिनेश कुमार ने रविवार को शाहजहांपुर के सदर थाना बाजार में मामले की शिकायत दर्ज कराई थी कि रजिस्ट्री डाक द्वारा 4 अप्रैल को एक पत्र मिला, जिसमें पुलिस अधीक्षक को संबोधित करते हुए एक पत्र मिला था जिसमें जलालाबाद की गुलारा गांव निवासी आबिद हसन और नफीस ने खुद को मुख्तार अंसारी और अतीक अहमद का रिश्तेदार बताते हुए लिखा था कि पुलिस ने दोनों को एनकाउंटर में मरवा कर उनके लड़कों को जेल भेज दिया है। इसलिए वह बदला लेगा। पत्र में सीएम योगी आदित्यनाथ को 10 अप्रैल तक जान से मारने की धमकी दी गई है। पुलिस इस पूरे मामले की गहनता से छानबीन कर रही है। (1166, 811, 1534, 990)
article-film-fest-body (588, 138, 958, 623)
prayer-start: : 6:28 (67, 1615, 114, 1630)
imprint-text: ओनर, प्रिन्टर, पब्लिशर, एडिटर कमर जहां ने इरम प्रिंटिंग प्रेस, सी-ब्लाक, इन्दिरानगर, लखनऊ से छपवाया और प्रकाशित किया (25, 1772, 157, 1835)
headline: की धमकी-भरा पत्र मिलने से (1166, 662, 1404, 689)
article-body: फैसले में कोर्ट ने जांच निर्देश दिए हैं, उसको लेकर एफिडेविट जमा करें और मामले में आईओ को अदालत में पेश होकर अपना बयान दर्ज कराना होगा। मामले में एफिडेविट दाखिल करने के लिए समय दिया गया था। 5 मई तक के लिए मामले को रिलिस्ट कर दिया गया है। यूपी पुलिस के वकील ने कोर्ट के इस निर्देश पर आपत्ति जताई, लेकिन सीजेआई ने कहा कि उन्हें एफिडेविट जमा करना दीजिए और कहा कि आरोपियों के खिलाफ कार्यवाही पर तब तक रोक रहेगी। (178, 1651, 581, 1727)
prayer-name: अस्र (18, 1589, 38, 1605)
prayer-name: फज्र (18, 1534, 38, 1549)
article-mahavir-body (588, 679, 1156, 1161)
prayer-row (11, 1527, 170, 1555)
article-body: लखनऊ,07 अप्रैल (यूएनएस)। उत्तर प्रदेश में अगला विधानसभा चुनाव 2027 में होना है, लेकिन उससे पहले ही राज्य की राजनीति में हलचल शुरू हो गई है। राजनीतिक दलों ने अभी से अपनी रणनीतियां बनानी शुरू कर दी हैं और जोड़तोड़ की सियासत तेज हो चुकी है। बहुजन समाज पार्टी को आज बड़ा झटका लगा है। पार्टी के वरिष्ठ नेता और पूर्व मंत्री दद्दू प्रसाद ने बसपा का साथ छोड़ समाजवादी पार्टी का दामन थाम लिया है। उनके साथ सलाउद्दीन, देव रंजन नागर और जगन्नाथ कुशवाहा जैसे प्रमुख नेता भी सपा में शामिल हुए। समाजवादी पार्टी के अध्यक्ष और पूर्व मुख्यमंत्री अखिलेश यादव ने खुद इन नेताओं का पार्टी में स्वागत किया। लखनऊ स्थित पार्टी मुख्यालय में एक कार्यक्रम के दौरान उन्हें पार्टी की सदस्यता दिलाई गई। (9, 278, 393, 408)
dadddu-prasad-photo (399, 276, 581, 453)
headline: चंद्रिका देवी मंदिर में दुकानदारों ने प्रसाद खरीदने से मना (1058, 1169, 1445, 1191)
headline: यूपी पुलिस.... (178, 1615, 285, 1638)
article-campaign-headline (588, 2130, 1156, 2167)
headline: निकाह के बाद बोला शौहर, (588, 1198, 847, 1229)
divider (584, 1615, 585, 2371)
muskan-photo (588, 1787, 849, 2018)
article-body: लखनऊ ,07 अप्रैल। उन्नाव पुलिस ने नशे के खिलाफ चलाए जा रहे अभियान में बड़ी सफलता हासिल की है। पुलिस ने दो अंतरराज्यीय तस्करों को 5 किलो 200 ग्राम अवैध चरस के साथ गिरफ्तार किया है। बरामद चरस की अंतरराष्ट्रीय बाजार में कीमत करीब 50 लाख रुपये आंकी गई है। पुलिस अधीक्षक दीपक भूकर के निर्देशन में की गई इस कार्रवाई में प्रभारी निरीक्षक अजय कुमार सिंह की टीम ने सफलता पाई। गिरफ्तार तस्करों की पहचान जालौन निवासी अनवार अली और कानपुर देहात निवासी मनोज तिवारी के रूप में हुई है। पुलिस ने बताया कि दोनों नेपाल से चरस लाकर उत्तर प्रदेश के विभिन्न जिलों में सप्लाई करते थे। मुखबिर की सूचना पर पुलिस ने घेराबंदी कर दोनों को पकड़ा। तलाशी में चरस के अलावा 8600 रुपये नकद भी बरामद हुए। पूछताछ में तस्करों ने बताया कि वे बिहार के रक्सौल से चरस लाकर विभिन्न जिलों में सप्लाई करते थे। मामले की पड़ताल कर पुलिस ने इनके खिलाफ एनडीपीएस एक्ट में मुकदमा दर्ज कर लिया है। दोनों आरोपियों को न्यायालय में पेश कर जेल भेज दिया गया है। पुलिस अब इनके नेटवर्क से जुड़े अन्य लोगों की तलाश कर रही है। (9, 800, 169, 1248)
headline: विरोध पर दिया तीन तलाक (588, 1229, 843, 1261)
masthead (0, 0, 1542, 53)
article-tata-headline (1166, 1949, 1534, 2025)
photo-caption: जीपीएस राठौर सम्मानित होते हुए उपमुख्यमंत्री (1261, 1927, 1439, 1939)
article-up-police-headline (178, 1615, 581, 1646)
disclaimer-text: अपना अखबार में छपे हुए समाचार और आर्टिकल से एडीटर, प्रिन्टर, पब्लिशर, प्रोपराइटर का जवाबदेह होना ज़रूरी नहीं है। (21, 2128, 160, 2192)
article-film-fest-headline (588, 58, 958, 135)
headline: 5 किलो चरस के साथ दो (9, 654, 138, 703)
headline: यूपी में आज से 1 महीने तक चलेगा खास अभियान (588, 2130, 1016, 2157)
